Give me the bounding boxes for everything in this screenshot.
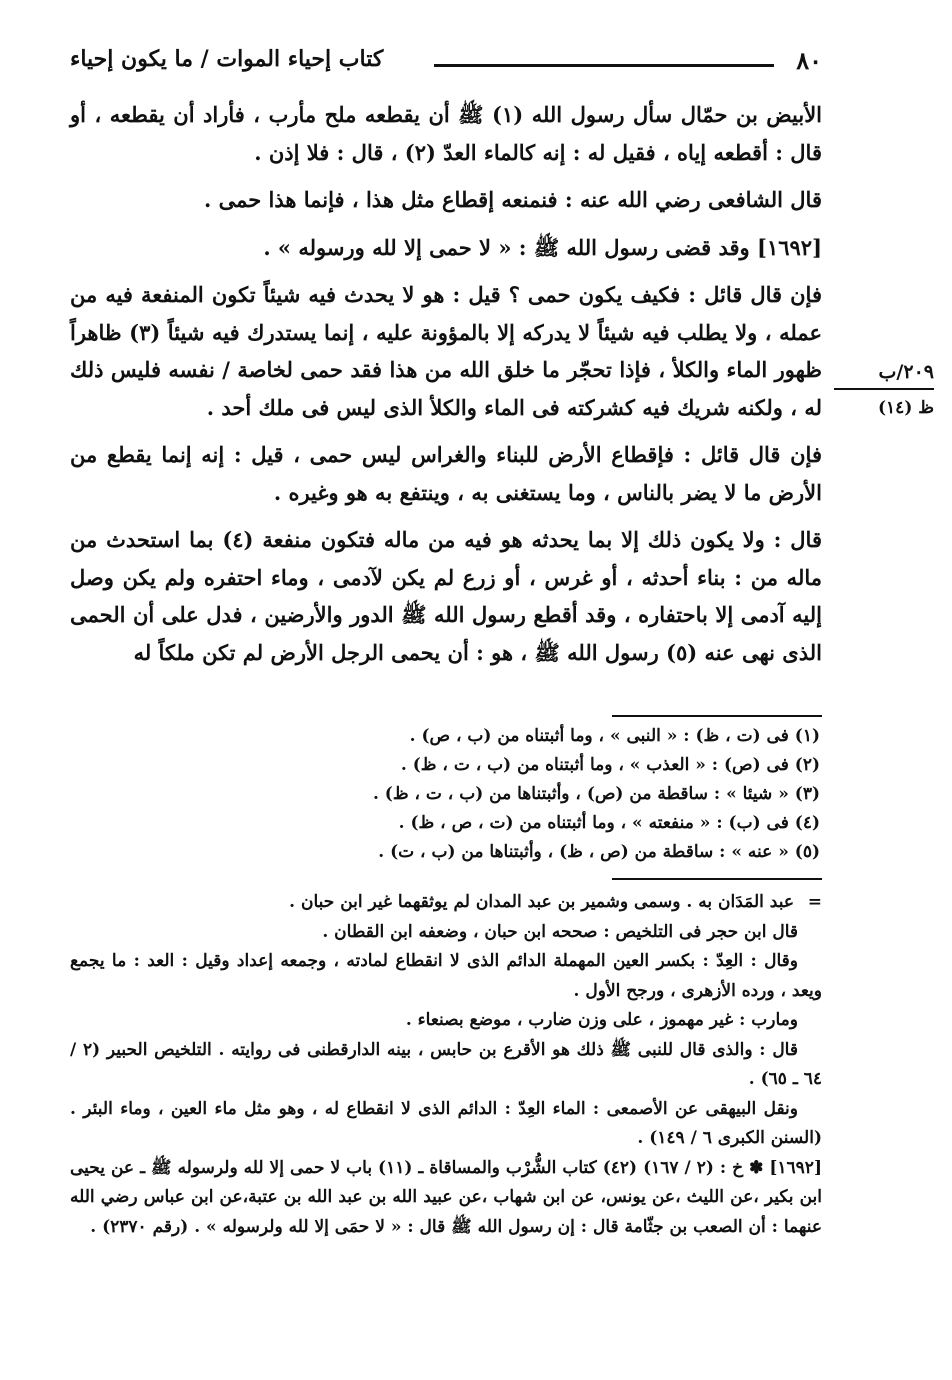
commentary-line: قال ابن حجر فى التلخيص : صححه ابن حبان ، وضعفه ابن القطان . <box>322 921 798 942</box>
footnote: (٣) « شيئا » : ساقطة من (ص) ، وأثبتناها من (ب ، ت ، ظ) . <box>372 784 820 804</box>
commentary-separator <box>612 878 822 880</box>
page-number: ٨٠ <box>796 46 822 75</box>
running-title: كتاب إحياء الموات / ما يكون إحياء <box>70 46 384 72</box>
continuation-mark: = <box>807 892 822 912</box>
page-header <box>70 44 822 78</box>
body-paragraph: قال : ولا يكون ذلك إلا بما يحدثه هو فيه من ماله فتكون منفعة (٤) بما استحدث من ماله من : بناء أحدثه ، أو غرس ، أو زرع لم يكن لآدمى ، وماء احتفره ولم يكن وصل إليه آدمى إلا باحتفاره ، وقد أقطع رسول الله ﷺ الدور والأرضين ، فدل على أن الحمى الذى نهى عنه (٥) رسول الله ﷺ ، هو : أن يحمى الرجل الأرض لم تكن ملكاً له <box>70 527 822 665</box>
main-text <box>70 96 822 681</box>
footnote: (٥) « عنه » : ساقطة من (ص ، ظ) ، وأثبتناها من (ب ، ت) . <box>378 842 820 862</box>
footnote: (٢) فى (ص) : « العذب » ، وما أثبتناه من (ب ، ت ، ظ) . <box>400 755 820 775</box>
commentary-line: وقال : العِدّ : بكسر العين المهملة الدائم الذى لا انقطاع لمادته ، وجمعه إعداد وقيل : العد : ما يجمع ويعد ، ورده الأزهرى ، ورجح الأول . <box>70 951 822 1001</box>
footnotes <box>70 722 822 867</box>
footnote: (١) فى (ت ، ظ) : « النبى » ، وما أثبتناه من (ب ، ص) . <box>409 726 820 746</box>
margin-reference <box>834 356 934 424</box>
body-paragraph: قال الشافعى رضي الله عنه : فنمنعه إقطاع مثل هذا ، فإنما هذا حمى . <box>203 187 822 212</box>
commentary-line: عبد المَدَان به . وسمى وشمير بن عبد المدان لم يوثقهما غير ابن حبان . <box>289 892 794 912</box>
footnote: (٤) فى (ب) : « منفعته » ، وما أثبتناه من (ت ، ص ، ظ) . <box>398 813 820 833</box>
manuscript-folio-ref: ٢٠٩/ب <box>878 361 934 383</box>
header-rule <box>434 64 774 67</box>
manuscript-page-ref: ظ (١٤) <box>834 388 934 424</box>
commentary-line: ومارب : غير مهموز ، على وزن ضارب ، موضع بصنعاء . <box>405 1010 798 1030</box>
body-paragraph: الأبيض بن حمّال سأل رسول الله (١) ﷺ أن يقطعه ملح مأرب ، فأراد أن يقطعه ، أو قال : أقطعه إياه ، فقيل له : إنه كالماء العدّ (٢) ، قال : فلا إذن . <box>70 102 823 165</box>
commentary-line: قال : والذى قال للنبى ﷺ ذلك هو الأقرع بن حابس ، بينه الدارقطنى فى روايته . التلخيص الحبير (٢ / ٦٤ ـ ٦٥) . <box>70 1039 822 1089</box>
body-paragraph: فإن قال قائل : فإقطاع الأرض للبناء والغراس ليس حمى ، قيل : إنه إنما يقطع من الأرض ما لا يضر بالناس ، وما يستغنى به ، وينتفع به هو وغيره . <box>70 442 822 505</box>
body-paragraph: فإن قال قائل : فكيف يكون حمى ؟ قيل : هو لا يحدث فيه شيئاً تكون المنفعة فيه من عمله ، ولا يطلب فيه شيئاً لا يدركه إلا بالمؤونة عليه ، إنما يستدرك فيه شيئاً (٣) ظاهراً ظهور الماء والكلأ ، فإذا تحجّر ما خلق الله من هذا فقد حمى لخاصة / نفسه فليس ذلك له ، ولكنه شريك فيه كشركته فى الماء والكلأ الذى ليس فى ملك أحد . <box>70 282 822 420</box>
commentary-line: ونقل البيهقى عن الأصمعى : الماء العِدّ : الدائم الذى لا انقطاع له ، وهو مثل ماء العين ، وماء البئر . (السنن الكبرى ٦ / ١٤٩) . <box>70 1098 822 1148</box>
commentary-notes <box>70 888 822 1242</box>
body-paragraph: [١٦٩٢] وقد قضى رسول الله ﷺ : « لا حمى إلا لله ورسوله » . <box>263 234 822 260</box>
hadith-source-note: [١٦٩٢] ✽ خ : (٢ / ١٦٧) (٤٢) كتاب الشُّرْب والمساقاة ـ (١١) باب لا حمى إلا لله ولرسوله ﷺ ـ عن يحيى ابن بكير ،عن الليث ،عن يونس، عن ابن شهاب ،عن عبيد الله بن عبد الله بن عتبة،عن ابن عباس رضي الله عنهما : أن الصعب بن جثّامة قال : إن رسول الله ﷺ قال : « لا حمَى إلا لله ولرسوله » . (رقم ٢٣٧٠) . <box>70 1157 822 1237</box>
footnote-separator <box>612 715 822 717</box>
